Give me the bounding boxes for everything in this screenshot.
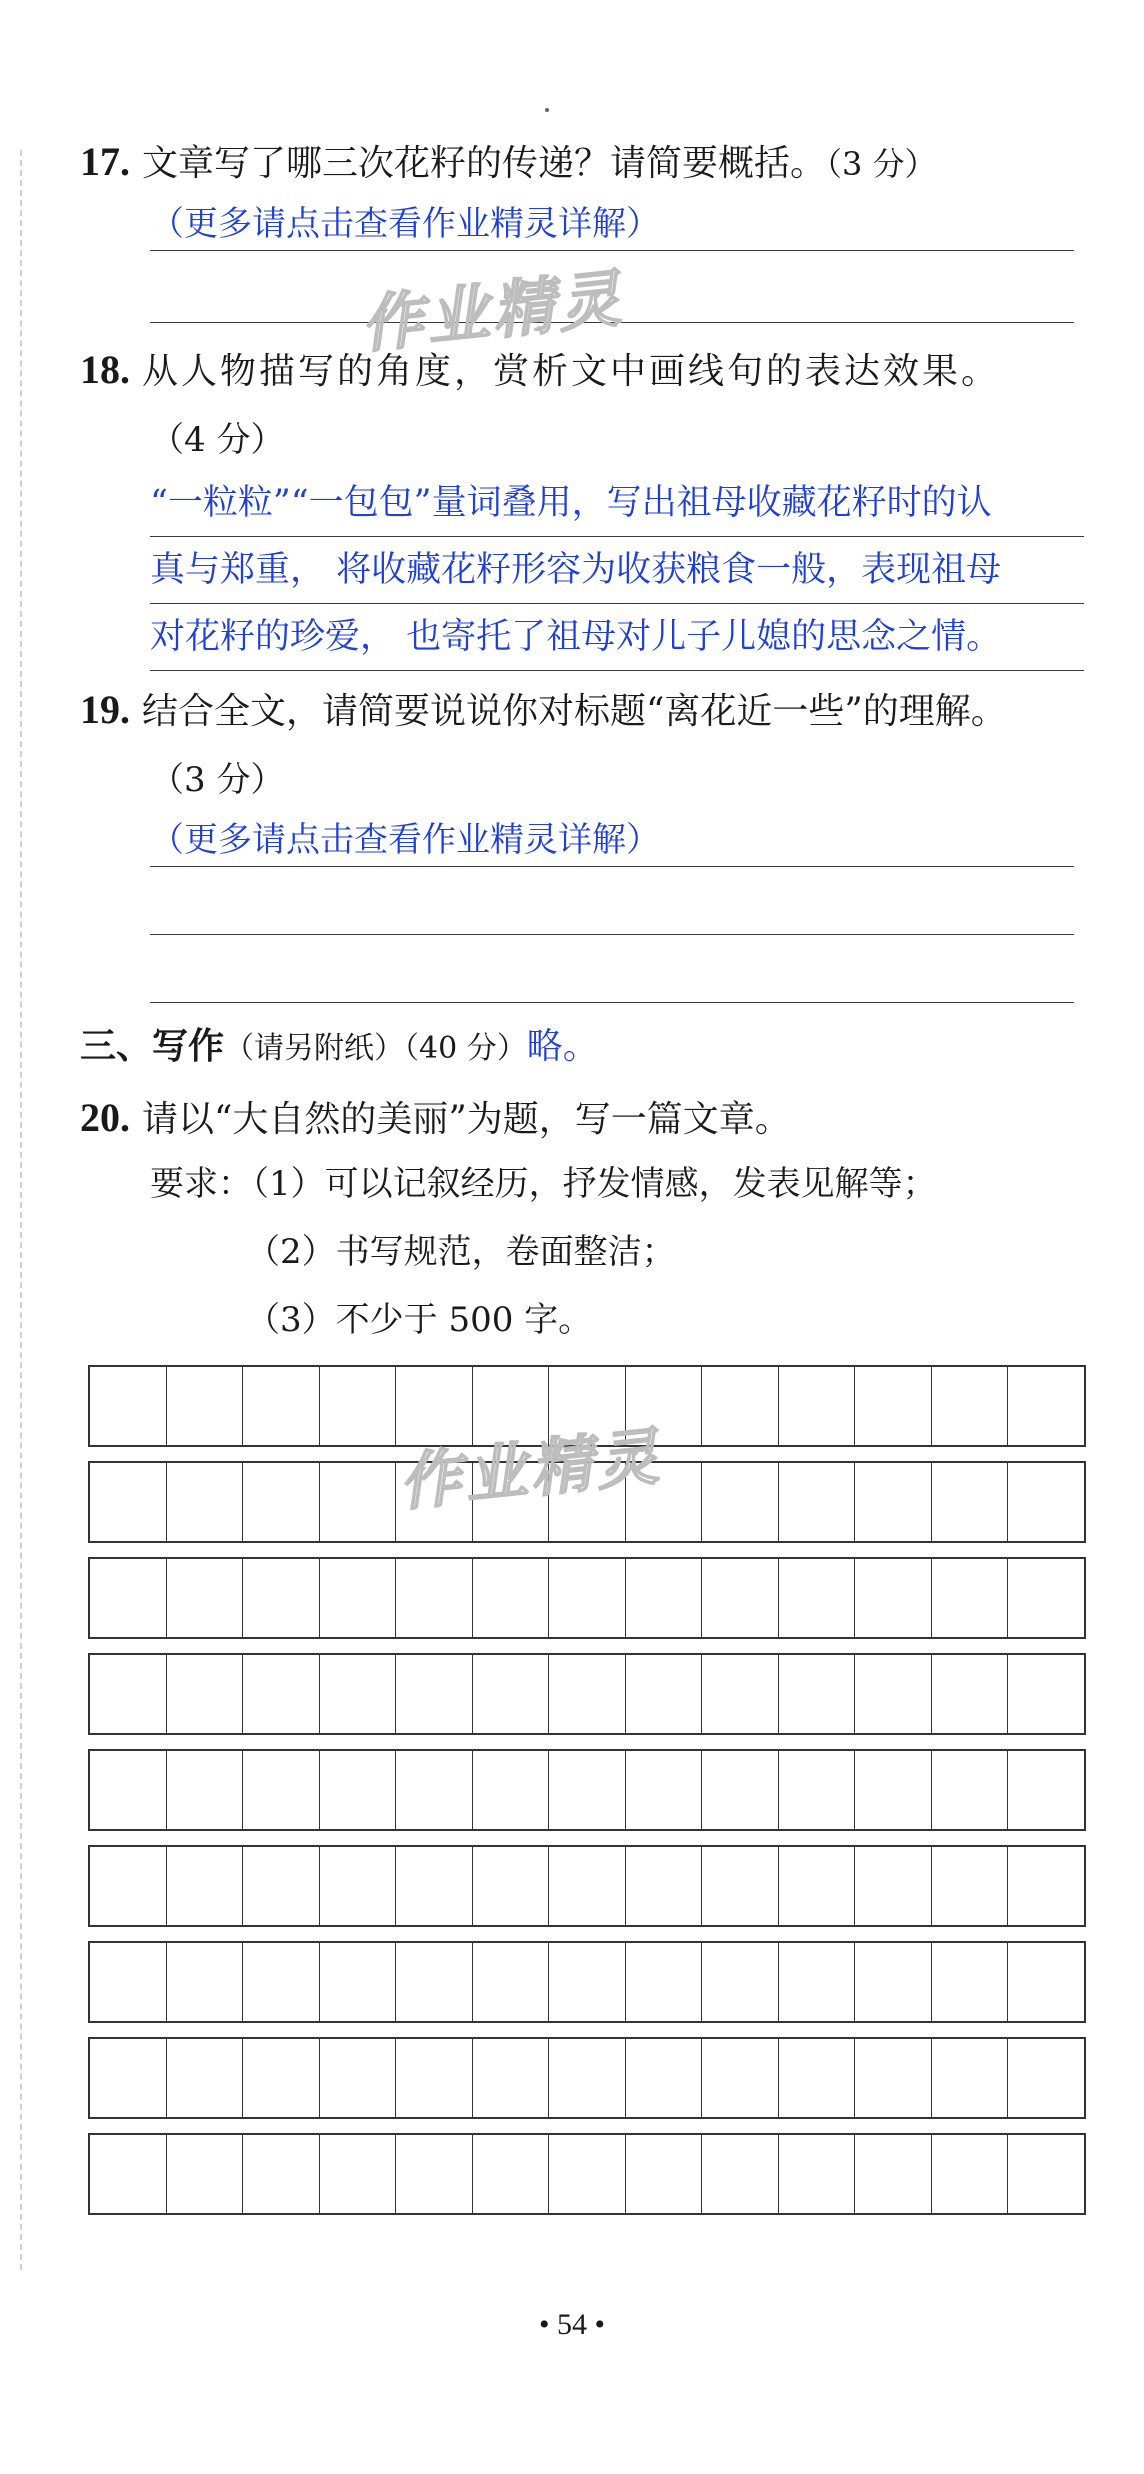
grid-cell[interactable]: [702, 1655, 779, 1733]
grid-cell[interactable]: [473, 1751, 550, 1829]
question-19: [80, 688, 1104, 734]
grid-cell[interactable]: [396, 2039, 473, 2117]
question-18: [80, 348, 1104, 394]
requirement-2: （2）书写规范，卷面整洁；: [246, 1232, 676, 1272]
grid-cell[interactable]: [932, 1463, 1009, 1541]
grid-cell[interactable]: [855, 1847, 932, 1925]
grid-cell[interactable]: [243, 2039, 320, 2117]
grid-cell[interactable]: [626, 1655, 703, 1733]
grid-cell[interactable]: [549, 2039, 626, 2117]
question-number: 20.: [80, 1095, 130, 1140]
grid-cell[interactable]: [243, 1655, 320, 1733]
question-text: 文章写了哪三次花籽的传递？请简要概括。: [142, 143, 827, 184]
grid-row: [88, 1653, 1086, 1735]
grid-cell[interactable]: [626, 1847, 703, 1925]
grid-cell[interactable]: [1008, 1367, 1084, 1445]
grid-cell[interactable]: [779, 1367, 856, 1445]
grid-row: [88, 2037, 1086, 2119]
grid-cell[interactable]: [320, 2039, 397, 2117]
requirement-label: 要求：: [150, 1164, 252, 1204]
grid-cell[interactable]: [855, 1655, 932, 1733]
page-number: • 54 •: [538, 2308, 605, 2341]
grid-cell[interactable]: [779, 1463, 856, 1541]
grid-cell[interactable]: [396, 1751, 473, 1829]
grid-cell[interactable]: [702, 2135, 779, 2213]
grid-cell[interactable]: [90, 2039, 167, 2117]
top-dot: [545, 108, 549, 112]
grid-cell[interactable]: [396, 1847, 473, 1925]
grid-cell[interactable]: [167, 1943, 244, 2021]
answer-line: [150, 866, 1074, 867]
question-text: 结合全文，请简要说说你对标题“离花近一些”的理解。: [142, 691, 1007, 732]
grid-cell[interactable]: [243, 1367, 320, 1445]
grid-cell[interactable]: [90, 1559, 167, 1637]
grid-cell[interactable]: [473, 2135, 550, 2213]
grid-cell[interactable]: [396, 1655, 473, 1733]
grid-cell[interactable]: [549, 1751, 626, 1829]
question-text: 从人物描写的角度，赏析文中画线句的表达效果。: [142, 351, 1001, 392]
grid-cell[interactable]: [320, 2135, 397, 2213]
grid-cell[interactable]: [855, 1463, 932, 1541]
grid-cell[interactable]: [702, 1751, 779, 1829]
grid-cell[interactable]: [855, 2039, 932, 2117]
section-answer: 略。: [526, 1026, 599, 1067]
grid-cell[interactable]: [167, 1751, 244, 1829]
grid-cell[interactable]: [932, 1559, 1009, 1637]
grid-cell[interactable]: [932, 2039, 1009, 2117]
grid-cell[interactable]: [167, 1367, 244, 1445]
grid-cell[interactable]: [90, 2135, 167, 2213]
grid-cell[interactable]: [1008, 2039, 1084, 2117]
grid-cell[interactable]: [320, 1943, 397, 2021]
grid-cell[interactable]: [779, 1559, 856, 1637]
grid-cell[interactable]: [549, 1943, 626, 2021]
section-writing: [80, 1024, 599, 1071]
grid-cell[interactable]: [473, 2039, 550, 2117]
question-number: 18.: [80, 347, 130, 392]
grid-cell[interactable]: [1008, 2135, 1084, 2213]
question-20: [80, 1096, 1104, 1142]
grid-row: [88, 1749, 1086, 1831]
question-number: 17.: [80, 139, 130, 184]
grid-cell[interactable]: [1008, 1943, 1084, 2021]
grid-cell[interactable]: [396, 1943, 473, 2021]
grid-cell[interactable]: [396, 1559, 473, 1637]
grid-cell[interactable]: [320, 1367, 397, 1445]
answer-line: [150, 1002, 1074, 1003]
grid-cell[interactable]: [473, 1943, 550, 2021]
watermark: 作业精灵: [357, 261, 628, 362]
grid-cell[interactable]: [473, 1655, 550, 1733]
grid-cell[interactable]: [779, 2039, 856, 2117]
grid-cell[interactable]: [855, 1559, 932, 1637]
grid-cell[interactable]: [702, 1559, 779, 1637]
answer-line-2: 真与郑重， 将收藏花籽形容为收获粮食一般，表现祖母: [150, 537, 1084, 604]
grid-cell[interactable]: [702, 1367, 779, 1445]
answer-detail-link[interactable]: （更多请点击查看作业精灵详解）: [150, 204, 660, 244]
question-17: [80, 140, 1104, 186]
answer-line: [150, 934, 1074, 935]
grid-row: [88, 1845, 1086, 1927]
grid-cell[interactable]: [243, 1559, 320, 1637]
grid-cell[interactable]: [626, 1559, 703, 1637]
grid-cell[interactable]: [320, 1751, 397, 1829]
watermark: 作业精灵: [395, 1419, 666, 1520]
grid-row: [88, 1557, 1086, 1639]
grid-cell[interactable]: [932, 1847, 1009, 1925]
grid-cell[interactable]: [1008, 1847, 1084, 1925]
grid-cell[interactable]: [626, 1943, 703, 2021]
grid-cell[interactable]: [702, 1847, 779, 1925]
grid-cell[interactable]: [1008, 1463, 1084, 1541]
grid-cell[interactable]: [90, 1655, 167, 1733]
grid-cell[interactable]: [320, 1847, 397, 1925]
question-score: （3 分）: [826, 145, 937, 183]
grid-cell[interactable]: [932, 1751, 1009, 1829]
section-heading: 三、写作: [80, 1025, 225, 1067]
grid-cell[interactable]: [932, 1655, 1009, 1733]
grid-cell[interactable]: [90, 1367, 167, 1445]
grid-cell[interactable]: [1008, 1751, 1084, 1829]
grid-cell[interactable]: [167, 1847, 244, 1925]
grid-cell[interactable]: [855, 1367, 932, 1445]
grid-cell[interactable]: [932, 1367, 1009, 1445]
grid-cell[interactable]: [167, 1655, 244, 1733]
grid-cell[interactable]: [549, 1559, 626, 1637]
grid-cell[interactable]: [702, 2039, 779, 2117]
grid-cell[interactable]: [932, 2135, 1009, 2213]
grid-cell[interactable]: [90, 1463, 167, 1541]
grid-row: [88, 2133, 1086, 2215]
grid-cell[interactable]: [779, 1943, 856, 2021]
grid-cell[interactable]: [779, 1655, 856, 1733]
grid-cell[interactable]: [702, 1943, 779, 2021]
grid-cell[interactable]: [779, 2135, 856, 2213]
answer-line-1: “一粒粒”“一包包”量词叠用，写出祖母收藏花籽时的认: [150, 470, 1084, 537]
grid-cell[interactable]: [167, 1559, 244, 1637]
grid-cell[interactable]: [243, 1847, 320, 1925]
grid-cell[interactable]: [549, 2135, 626, 2213]
answer-line-3: 对花籽的珍爱， 也寄托了祖母对儿子儿媳的思念之情。: [150, 604, 1084, 671]
grid-cell[interactable]: [855, 2135, 932, 2213]
grid-cell[interactable]: [167, 2039, 244, 2117]
grid-cell[interactable]: [243, 1751, 320, 1829]
grid-cell[interactable]: [243, 1463, 320, 1541]
margin-dashed-line: [20, 150, 22, 2270]
grid-cell[interactable]: [90, 1847, 167, 1925]
grid-cell[interactable]: [932, 1943, 1009, 2021]
answer-block: [150, 470, 1084, 671]
requirement-1: [150, 1162, 937, 1206]
requirement-text: （1）可以记叙经历，抒发情感，发表见解等；: [252, 1164, 937, 1204]
grid-cell[interactable]: [396, 2135, 473, 2213]
grid-cell[interactable]: [626, 2039, 703, 2117]
grid-cell[interactable]: [1008, 1655, 1084, 1733]
grid-cell[interactable]: [167, 1463, 244, 1541]
grid-cell[interactable]: [626, 2135, 703, 2213]
grid-cell[interactable]: [626, 1751, 703, 1829]
grid-cell[interactable]: [320, 1559, 397, 1637]
grid-cell[interactable]: [243, 1943, 320, 2021]
answer-detail-link[interactable]: （更多请点击查看作业精灵详解）: [150, 820, 660, 860]
grid-cell[interactable]: [779, 1847, 856, 1925]
grid-cell[interactable]: [320, 1463, 397, 1541]
grid-cell[interactable]: [473, 1847, 550, 1925]
grid-cell[interactable]: [549, 1847, 626, 1925]
section-note: （请另附纸）: [224, 1031, 405, 1066]
grid-cell[interactable]: [90, 1943, 167, 2021]
grid-cell[interactable]: [855, 1751, 932, 1829]
grid-cell[interactable]: [243, 2135, 320, 2213]
grid-row: [88, 1941, 1086, 2023]
section-score: （40 分）: [404, 1031, 527, 1066]
grid-cell[interactable]: [779, 1751, 856, 1829]
requirement-3: （3）不少于 500 字。: [246, 1300, 593, 1340]
grid-cell[interactable]: [167, 2135, 244, 2213]
grid-cell[interactable]: [320, 1655, 397, 1733]
grid-cell[interactable]: [549, 1655, 626, 1733]
grid-cell[interactable]: [473, 1559, 550, 1637]
grid-cell[interactable]: [1008, 1559, 1084, 1637]
grid-cell[interactable]: [90, 1751, 167, 1829]
question-score: （4 分）: [150, 420, 285, 460]
question-number: 19.: [80, 687, 130, 732]
question-text: 请以“大自然的美丽”为题，写一篇文章。: [142, 1099, 791, 1140]
question-score: （3 分）: [150, 760, 285, 800]
grid-cell[interactable]: [702, 1463, 779, 1541]
grid-cell[interactable]: [855, 1943, 932, 2021]
